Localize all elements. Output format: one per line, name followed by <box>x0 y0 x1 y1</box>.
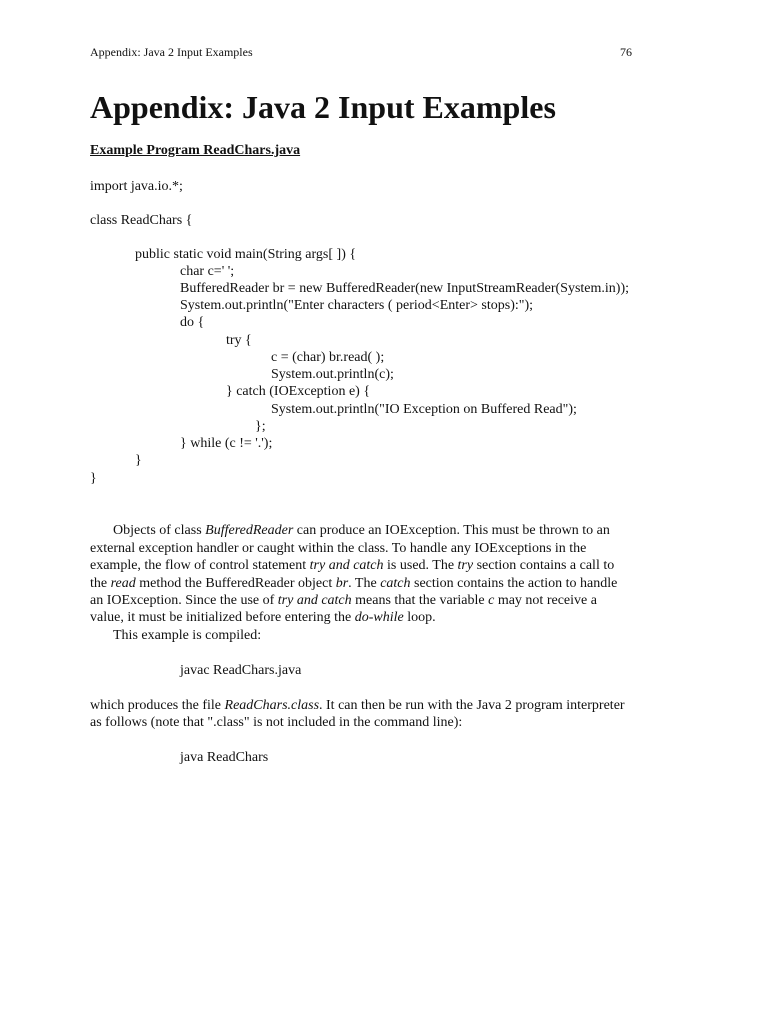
paragraph-line: an IOException. Since the use of try and catch means that the variable c may not receive a <box>90 593 597 608</box>
compile-intro: This example is compiled: <box>113 628 262 643</box>
code-line: try { <box>226 333 252 348</box>
page-title: Appendix: Java 2 Input Examples <box>90 89 556 125</box>
emphasized-term: ReadChars.class <box>224 698 320 713</box>
emphasized-term: do-while <box>354 610 404 625</box>
code-line: public static void main(String args[ ]) { <box>135 247 357 262</box>
emphasized-term: catch <box>380 576 411 591</box>
code-line: } catch (IOException e) { <box>226 384 371 399</box>
paragraph-line: value, it must be initialized before entering the do-while loop. <box>90 610 436 625</box>
code-line: } <box>135 453 142 468</box>
emphasized-term: try and catch <box>277 593 352 608</box>
code-line: do { <box>180 315 205 330</box>
compile-command: javac ReadChars.java <box>180 663 302 678</box>
paragraph-line: which produces the file ReadChars.class. It can then be run with the Java 2 program interpreter <box>90 698 625 713</box>
emphasized-term: read <box>110 576 136 591</box>
emphasized-term: try and catch <box>309 558 384 573</box>
code-line: } <box>90 471 97 486</box>
running-header-title: Appendix: Java 2 Input Examples <box>90 45 253 59</box>
code-line: class ReadChars { <box>90 213 193 228</box>
code-line: System.out.println(c); <box>271 367 394 382</box>
paragraph-line: the read method the BufferedReader object br. The catch section contains the action to handle <box>90 576 618 591</box>
code-line: c = (char) br.read( ); <box>271 350 385 365</box>
emphasized-term: BufferedReader <box>205 523 294 538</box>
code-line: }; <box>255 419 266 434</box>
section-heading: Example Program ReadChars.java <box>90 143 301 158</box>
page-number: 76 <box>620 45 632 59</box>
code-line: BufferedReader br = new BufferedReader(new InputStreamReader(System.in)); <box>180 281 629 296</box>
emphasized-term: br <box>335 576 349 591</box>
paragraph-line: external exception handler or caught within the class. To handle any IOExceptions in the <box>90 541 587 556</box>
paragraph-line: as follows (note that ".class" is not included in the command line): <box>90 715 463 730</box>
code-line: System.out.println("Enter characters ( period<Enter> stops):"); <box>180 298 534 313</box>
code-line: System.out.println("IO Exception on Buffered Read"); <box>271 402 577 417</box>
code-line: } while (c != '.'); <box>180 436 273 451</box>
code-line: import java.io.*; <box>90 179 183 194</box>
code-line: char c=' '; <box>180 264 235 279</box>
emphasized-term: c <box>488 593 495 608</box>
emphasized-term: try <box>457 558 474 573</box>
paragraph-line: example, the flow of control statement try and catch is used. The try section contains a call to <box>90 558 615 573</box>
run-command: java ReadChars <box>180 750 269 765</box>
running-header <box>90 44 632 60</box>
paragraph-line: Objects of class BufferedReader can produce an IOException. This must be thrown to an <box>113 523 610 538</box>
